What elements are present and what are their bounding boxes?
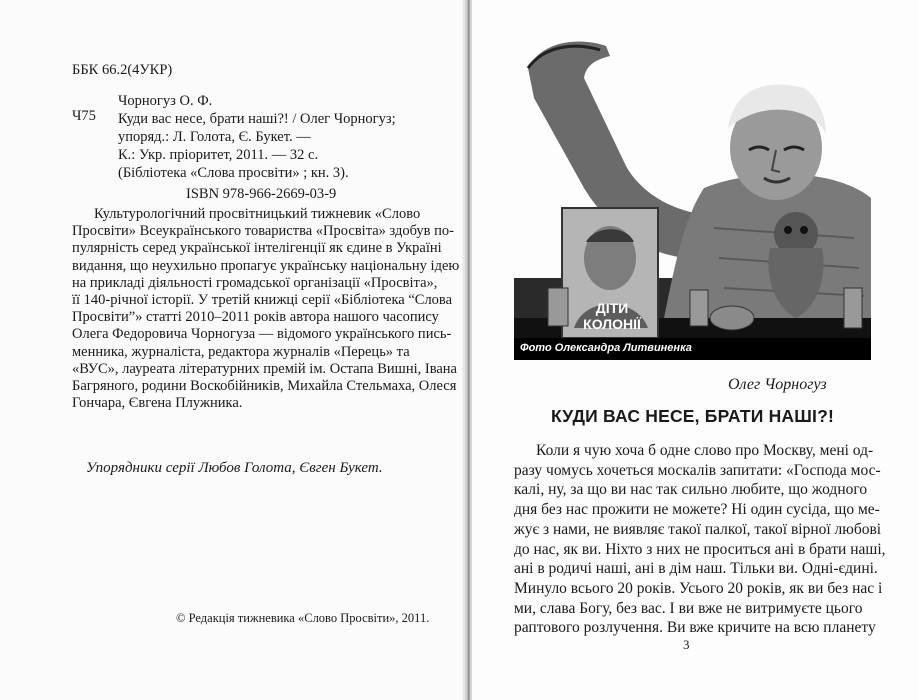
book-cover-line: ДІТИ xyxy=(595,300,629,316)
annotation-line: видання, що неухильно пропагує українську національну ідею xyxy=(72,257,460,274)
bibliographic-record xyxy=(118,92,418,182)
biblio-line: упоряд.: Л. Голота, Є. Букет. — xyxy=(118,129,311,145)
annotation-line: Олега Федоровича Чорногуза — відомого українського пись- xyxy=(72,326,452,343)
article-author: Олег Чорногуз xyxy=(728,376,827,393)
body-line: калі, ну, за що ви нас так сильно любите, що жодного xyxy=(514,481,868,499)
annotation-line: пулярність серед української інтелігенції як єдине в Україні xyxy=(72,240,442,257)
author-code: Ч75 xyxy=(72,108,96,124)
isbn: ISBN 978-966-2669-03-9 xyxy=(186,186,337,202)
biblio-line: К.: Укр. пріоритет, 2011. — 32 с. xyxy=(118,147,319,163)
page-number: 3 xyxy=(683,637,690,652)
annotation-line: її 140-річної історії. У третій книжці серії «Бібліотека “Слова xyxy=(72,292,453,309)
annotation-line: менника, журналіста, редактора журналів «Перець» та xyxy=(72,343,410,360)
body-line: ми, слава Богу, без вас. І ви вже не витримуєте цього xyxy=(514,599,863,617)
book-cover-title xyxy=(567,300,657,332)
article-body xyxy=(514,441,886,638)
annotation-line: Просвіти» Всеукраїнського товариства «Просвіта» здобув по- xyxy=(72,223,454,240)
body-line: до нас, як ви. Ніхто з них не проситься ані в брати наші, xyxy=(514,540,886,558)
annotation-line: Просвіти”» статті 2010–2011 років автора нашого часопису xyxy=(72,309,439,326)
article-title: КУДИ ВАС НЕСЕ, БРАТИ НАШІ?! xyxy=(550,406,835,426)
biblio-line: Чорногуз О. Ф. xyxy=(118,93,213,109)
body-line: ані в родичі наші, ані в дім наш. Тільки ви. Одні-єдині. xyxy=(514,560,878,578)
body-line: дня без нас прожити не можете? Ні один сусіда, що ме- xyxy=(514,501,880,519)
annotation-line: Культурологічний просвітницький тижневик «Слово xyxy=(94,206,421,222)
annotation-line: «ВУС», лауреата літературних премій ім. Остапа Вишні, Івана xyxy=(72,360,457,377)
copyright: © Редакція тижневика «Слово Просвіти», 2011. xyxy=(176,611,430,625)
body-line: жує з нами, не виявляє такої палкої, такої вірної любові xyxy=(514,520,882,538)
annotation-line: на прикладі діяльності громадської організації «Просвіта», xyxy=(72,274,438,291)
biblio-line: Куди вас несе, брати наші?! / Олег Чорногуз; xyxy=(118,111,396,127)
annotation xyxy=(72,206,460,412)
series-editors: Упорядники серії Любов Голота, Євген Букет. xyxy=(86,460,383,476)
bbk-index: ББК 66.2(4УКР) xyxy=(72,62,173,78)
body-line: разу чомусь хочеться москалів запитати: «Господа мос- xyxy=(514,461,881,479)
annotation-line: Багряного, родини Воскобійників, Михайла Стельмаха, Олеся xyxy=(72,378,457,395)
annotation-line: Гончара, Євгена Плужника. xyxy=(72,395,243,412)
biblio-line: (Бібліотека «Слова просвіти» ; кн. 3). xyxy=(118,165,349,181)
body-line: Минуло всього 20 років. Усього 20 років, як ви без нас і xyxy=(514,579,883,597)
body-line: раптового розлучення. Ви вже кричите на всю планету xyxy=(514,619,876,637)
photo-caption: Фото Олександра Литвиненка xyxy=(520,342,692,354)
book-cover-line: КОЛОНІЇ xyxy=(583,316,641,332)
body-line: Коли я чую хоча б одне слово про Москву, мені од- xyxy=(536,442,874,459)
